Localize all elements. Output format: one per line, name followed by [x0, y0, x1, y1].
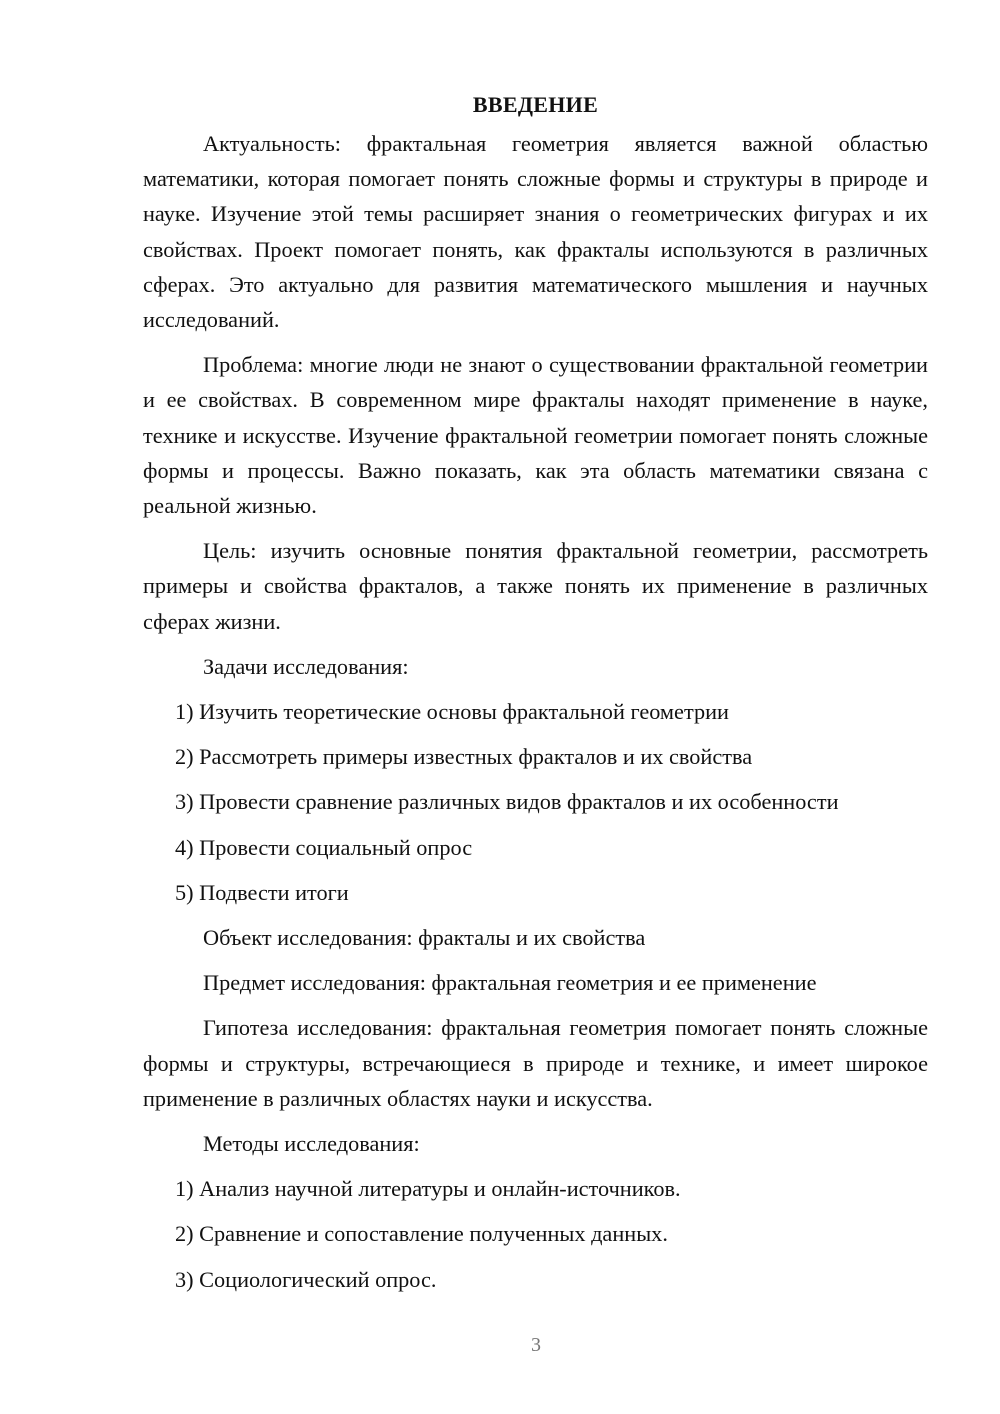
goal-paragraph: Цель: изучить основные понятия фрактальной геометрии, рассмотреть примеры и свойства фракталов, а также понять их применение в различных сферах жизни. [143, 538, 928, 634]
task-item: 3) Провести сравнение различных видов фракталов и их особенности [175, 789, 839, 815]
task-item: 2) Рассмотреть примеры известных фракталов и их свойства [175, 744, 753, 770]
document-page [143, 90, 928, 1307]
method-item: 1) Анализ научной литературы и онлайн-источников. [175, 1176, 681, 1202]
tasks-label: Задачи исследования: [203, 653, 409, 679]
relevance-paragraph: Актуальность: фрактальная геометрия является важной областью математики, которая помогает понять сложные формы и структуры в природе и науке. Изучение этой темы расширяет знания о геометрических фигурах и их свойствах. Проект помогает понять, как фракталы используются в различных сферах. Это актуально для развития математического мышления и научных исследований. [143, 131, 928, 333]
method-item: 2) Сравнение и сопоставление полученных данных. [175, 1221, 668, 1247]
methods-label: Методы исследования: [203, 1131, 420, 1157]
research-object: Объект исследования: фракталы и их свойства [203, 925, 646, 951]
task-item: 4) Провести социальный опрос [175, 834, 473, 860]
section-heading: ВВЕДЕНИЕ [472, 92, 599, 117]
hypothesis-paragraph: Гипотеза исследования: фрактальная геометрия помогает понять сложные формы и структуры, встречающиеся в природе и технике, и имеет широкое применение в различных областях науки и искусства. [143, 1015, 928, 1111]
task-item: 1) Изучить теоретические основы фрактальной геометрии [175, 699, 729, 725]
task-item: 5) Подвести итоги [175, 879, 349, 905]
page-number: 3 [531, 1334, 541, 1356]
method-item: 3) Социологический опрос. [175, 1266, 437, 1292]
research-subject: Предмет исследования: фрактальная геометрия и ее применение [203, 970, 817, 996]
problem-paragraph: Проблема: многие люди не знают о существовании фрактальной геометрии и ее свойствах. В современном мире фракталы находят применение в науке, технике и искусстве. Изучение фрактальной геометрии помогает понять сложные формы и процессы. Важно показать, как эта область математики связана с реальной жизнью. [143, 352, 928, 519]
